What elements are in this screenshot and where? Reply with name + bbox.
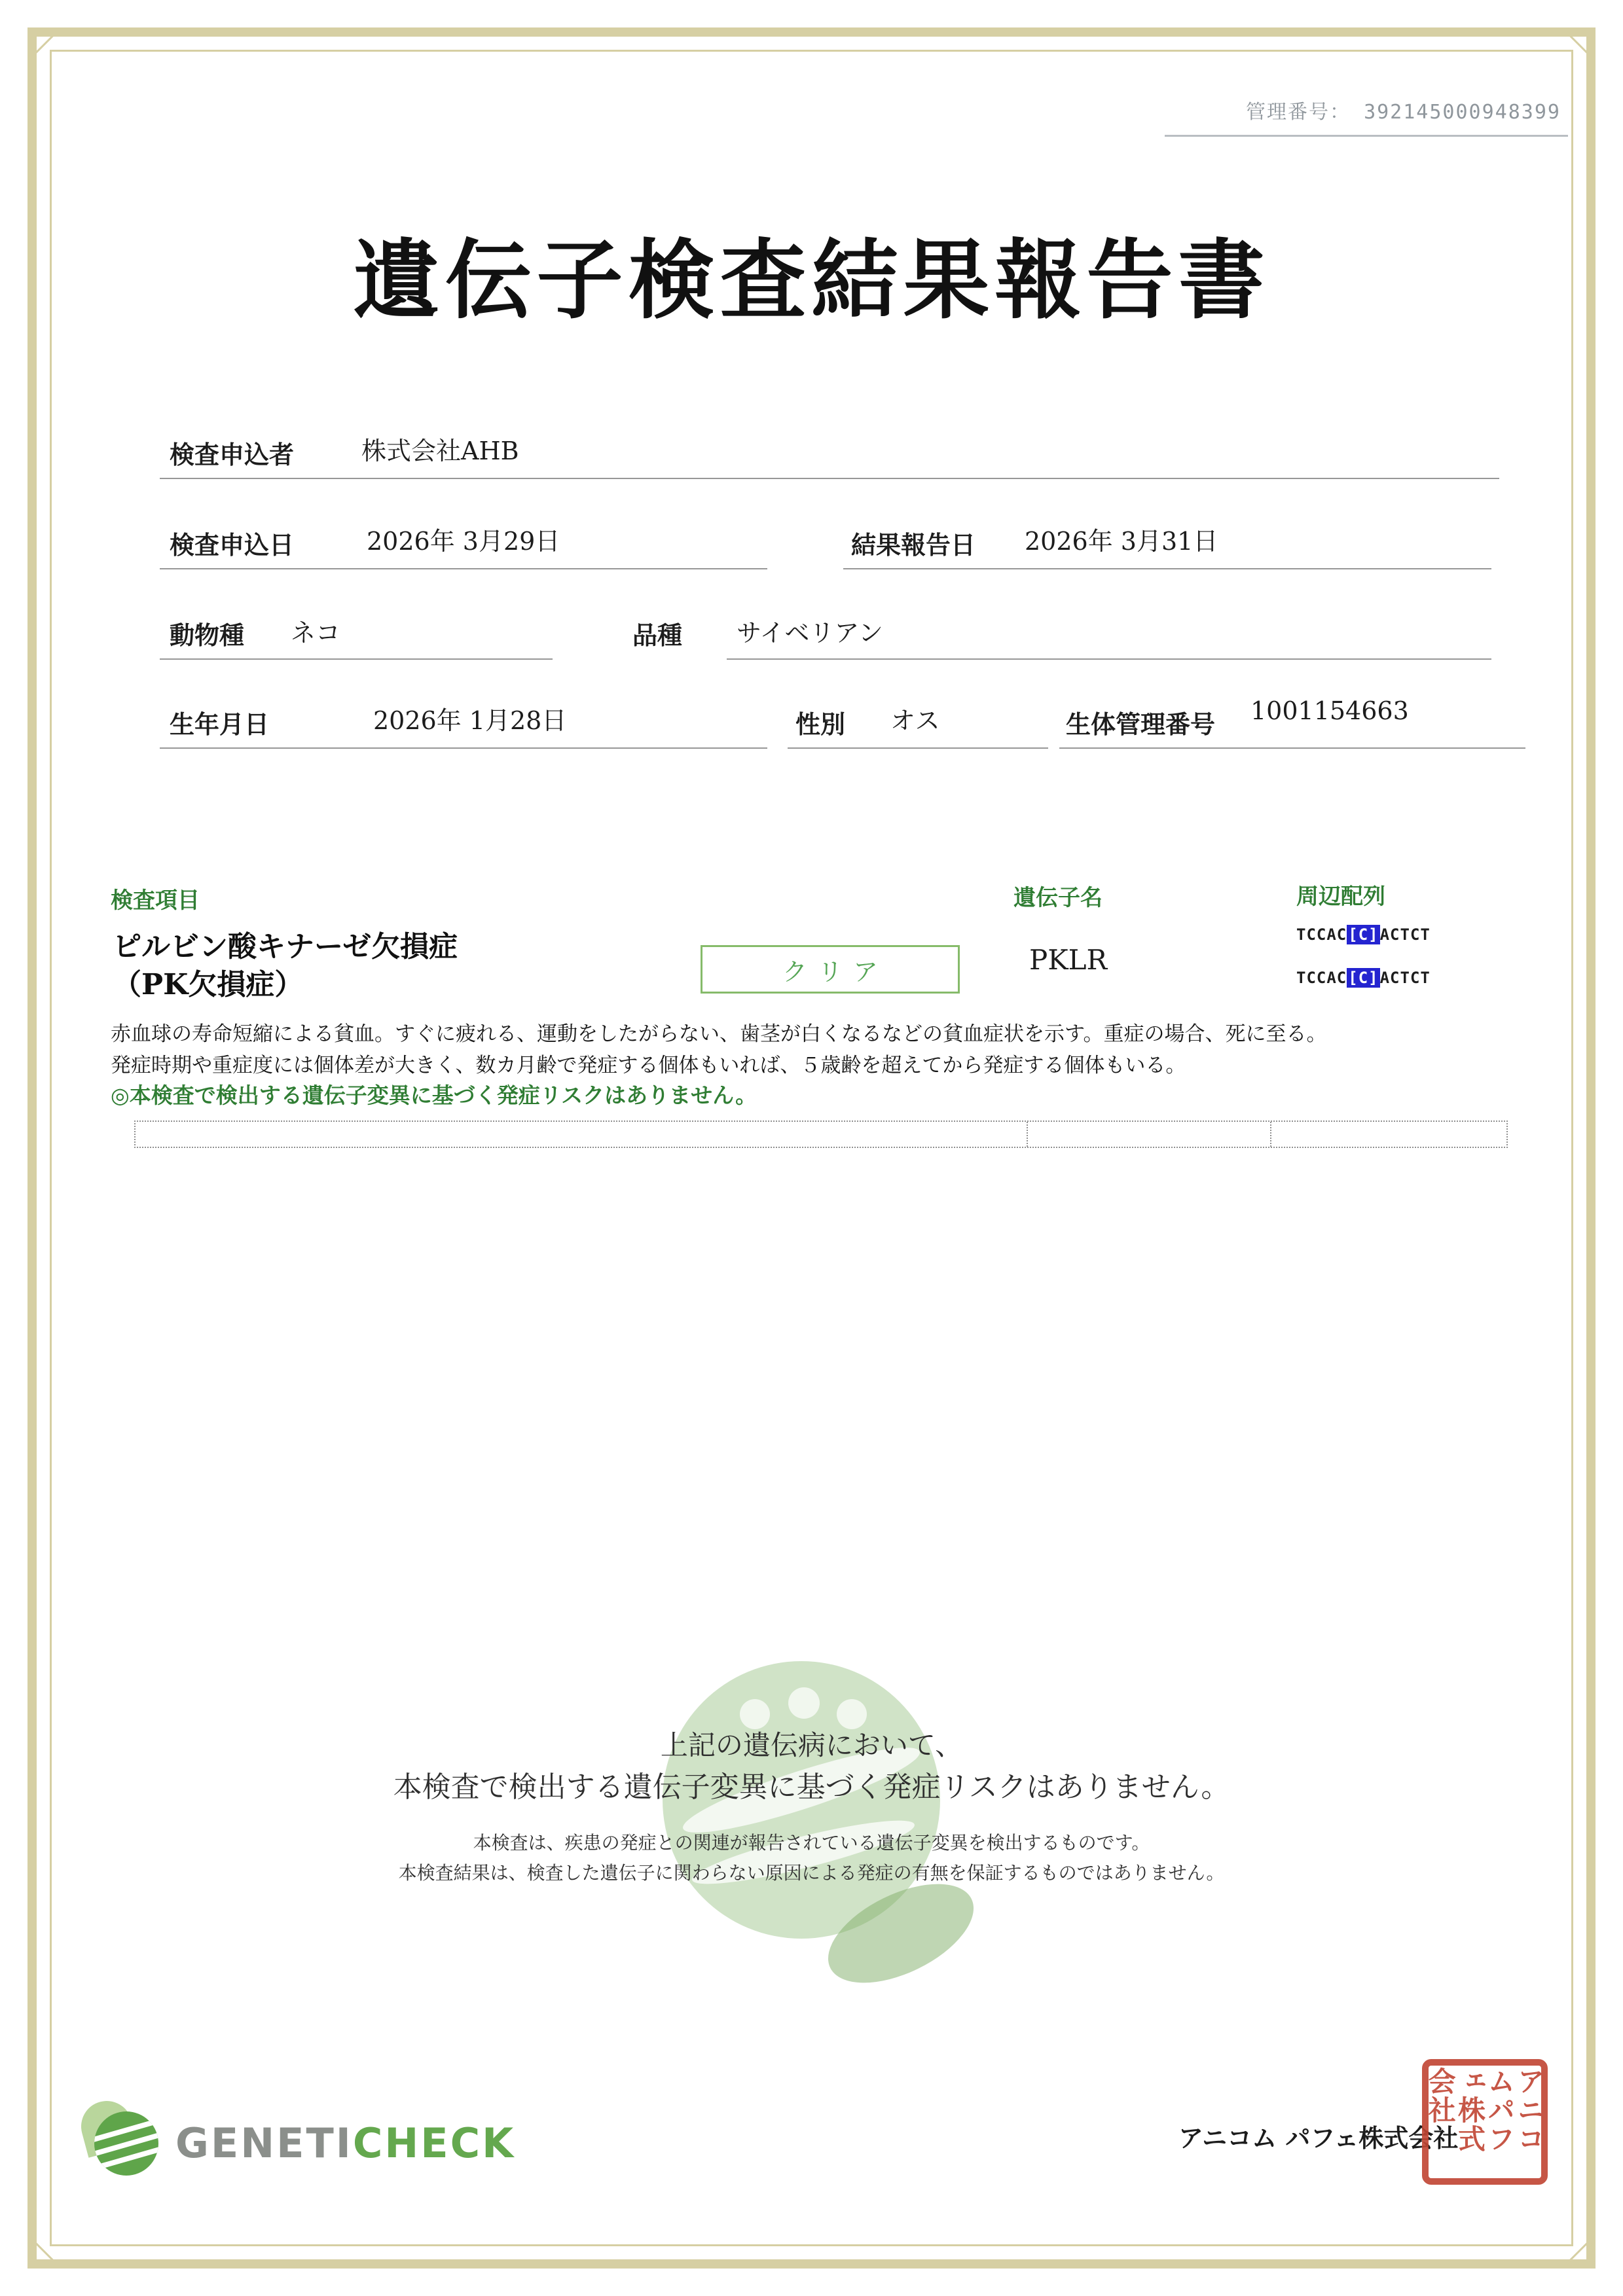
logo-text-check: CHECK bbox=[352, 2119, 516, 2167]
management-number bbox=[1246, 96, 1561, 124]
birth-date-value: 2026年 1月28日 bbox=[373, 706, 567, 735]
apply-date-value: 2026年 3月29日 bbox=[367, 527, 560, 556]
sequence-header: 周辺配列 bbox=[1296, 884, 1385, 910]
breed-value: サイベリアン bbox=[737, 619, 883, 647]
disease-description-line1: 赤血球の寿命短縮による貧血。すぐに疲れる、運動をしたがらない、歯茎が白くなるなどの貧血症状を示す。重症の場合、死に至る。 bbox=[111, 1022, 1327, 1046]
test-item-header: 検査項目 bbox=[111, 888, 200, 914]
report-date-value: 2026年 3月31日 bbox=[1025, 527, 1218, 556]
summary-line2: 本検査で検出する遺伝子変異に基づく発症リスクはありません。 bbox=[393, 1770, 1230, 1804]
empty-row-divider bbox=[1027, 1122, 1028, 1147]
gene-name-header: 遺伝子名 bbox=[1013, 885, 1103, 911]
sex-label: 性別 bbox=[795, 709, 846, 739]
empty-test-row bbox=[134, 1121, 1508, 1148]
sequence-prefix: TCCAC bbox=[1296, 925, 1347, 944]
species-underline bbox=[160, 658, 553, 660]
geneticheck-logo-text bbox=[175, 2119, 515, 2167]
watermark-paw-pad bbox=[788, 1687, 820, 1719]
test-result-value: クリア bbox=[782, 957, 888, 986]
species-value: ネコ bbox=[291, 619, 341, 647]
birth-date-underline bbox=[160, 747, 767, 749]
logo-text-geneti: GENETI bbox=[175, 2119, 353, 2167]
sex-underline bbox=[788, 747, 1048, 749]
applicant-underline bbox=[160, 478, 1499, 479]
company-name: アニコム パフェ株式会社 bbox=[1178, 2123, 1459, 2153]
sex-value: オス bbox=[890, 706, 940, 735]
seal-text: アニコムパフェ株式会社 bbox=[1424, 2067, 1546, 2153]
sequence-suffix: ACTCT bbox=[1379, 969, 1431, 987]
disease-name-line1: ピルビン酸キナーゼ欠損症 bbox=[113, 930, 458, 963]
empty-row-divider bbox=[1270, 1122, 1271, 1147]
apply-date-label: 検査申込日 bbox=[170, 530, 295, 560]
animal-id-value: 1001154663 bbox=[1250, 696, 1409, 725]
applicant-value: 株式会社AHB bbox=[361, 437, 519, 465]
logo-dna-circle-icon bbox=[94, 2111, 158, 2176]
management-number-label: 管理番号： bbox=[1246, 101, 1351, 124]
applicant-label: 検査申込者 bbox=[170, 440, 295, 469]
report-date-underline bbox=[843, 568, 1491, 569]
birth-date-label: 生年月日 bbox=[170, 709, 270, 739]
sequence-prefix: TCCAC bbox=[1296, 969, 1347, 987]
sequence-variant: [C] bbox=[1348, 969, 1379, 987]
sequence-suffix: ACTCT bbox=[1379, 925, 1431, 944]
gene-name-value: PKLR bbox=[1029, 944, 1108, 976]
management-number-value: 392145000948399 bbox=[1364, 101, 1561, 124]
sequence-line-2 bbox=[1296, 969, 1431, 987]
breed-label: 品種 bbox=[632, 620, 683, 650]
disease-name-line2: （PK欠損症） bbox=[113, 968, 304, 1001]
summary-line1: 上記の遺伝病において、 bbox=[660, 1729, 963, 1761]
management-number-underline bbox=[1165, 135, 1568, 137]
geneticheck-logo-icon bbox=[85, 2104, 164, 2182]
report-date-label: 結果報告日 bbox=[851, 530, 976, 560]
disease-description-line2: 発症時期や重症度には個体差が大きく、数カ月齢で発症する個体もいれば、５歳齢を超えてから発症する個体もいる。 bbox=[111, 1054, 1186, 1077]
apply-date-underline bbox=[160, 568, 767, 569]
summary-note1: 本検査は、疾患の発症との関連が報告されている遺伝子変異を検出するものです。 bbox=[473, 1832, 1150, 1854]
report-title: 遺伝子検査結果報告書 bbox=[353, 230, 1270, 331]
sequence-line-1 bbox=[1296, 925, 1431, 944]
animal-id-underline bbox=[1059, 747, 1525, 749]
company-seal-stamp bbox=[1422, 2059, 1548, 2185]
breed-underline bbox=[727, 658, 1491, 660]
animal-id-label: 生体管理番号 bbox=[1066, 709, 1216, 739]
risk-note: ◎本検査で検出する遺伝子変異に基づく発症リスクはありません。 bbox=[111, 1083, 757, 1108]
summary-note2: 本検査結果は、検査した遺伝子に関わらない原因による発症の有無を保証するものではありません。 bbox=[398, 1862, 1225, 1884]
test-result-box bbox=[701, 945, 960, 994]
sequence-variant: [C] bbox=[1348, 925, 1379, 944]
species-label: 動物種 bbox=[170, 620, 245, 650]
